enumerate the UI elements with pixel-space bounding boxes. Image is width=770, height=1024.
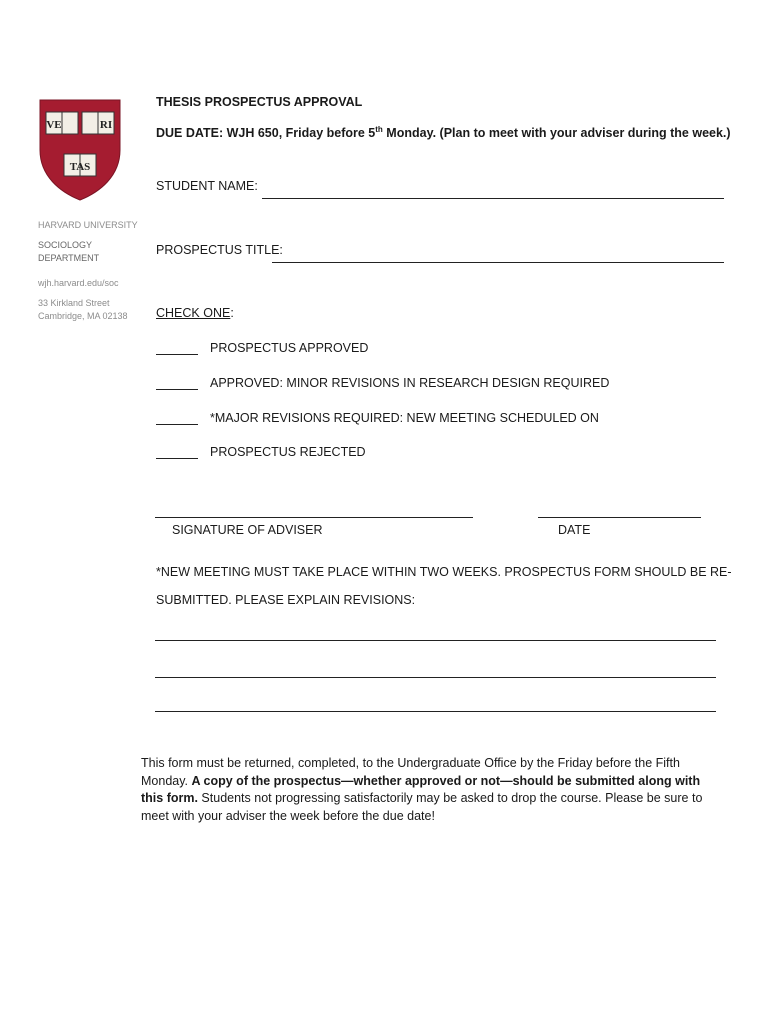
date-field[interactable] [538,517,701,518]
department-line-1: SOCIOLOGY [38,240,93,250]
revisions-line-1[interactable] [155,640,716,641]
address-line-1: 33 Kirkland Street [38,298,110,308]
instructions-part-1: This form must be returned, completed, to the Undergraduate Office by the Friday before the Fifth Monday. [141,756,680,788]
option-blank-rejected[interactable] [156,458,198,459]
form-title: THESIS PROSPECTUS APPROVAL [156,95,363,109]
address-line-2: Cambridge, MA 02138 [38,311,128,321]
crest-letters-1: VE [46,119,62,131]
instructions-part-3: Students not progressing satisfactorily may be asked to drop the course. Please be sure to meet with your adviser the week before the due date! [141,791,703,823]
check-one-label: CHECK ONE [156,306,231,320]
date-label: DATE [558,523,591,537]
university-name: HARVARD UNIVERSITY [38,220,138,230]
prospectus-title-field[interactable] [272,262,724,263]
option-blank-major-revisions[interactable] [156,424,198,425]
due-date-sup: th [375,124,383,134]
signature-field[interactable] [155,517,473,518]
instructions-part-2: A copy of the prospectus—whether approved or not—should be submitted along with this form. [141,773,701,805]
option-blank-minor-revisions[interactable] [156,389,198,390]
option-blank-approved[interactable] [156,354,198,355]
crest-letters-2: RI [99,119,113,131]
revisions-line-2[interactable] [155,677,716,678]
due-date-prefix: DUE DATE: WJH 650, Friday before 5 [156,126,376,140]
crest-letters-3: TAS [69,161,91,173]
check-one-colon: : [230,306,234,320]
note-line-2: SUBMITTED. PLEASE EXPLAIN REVISIONS: [156,593,416,607]
department-website: wjh.harvard.edu/soc [38,278,119,288]
prospectus-title-label: PROSPECTUS TITLE: [156,243,283,257]
instructions-paragraph [141,755,716,825]
shield-icon [38,98,122,202]
note-line-1: *NEW MEETING MUST TAKE PLACE WITHIN TWO WEEKS. PROSPECTUS FORM SHOULD BE RE- [156,565,732,579]
option-approved: PROSPECTUS APPROVED [210,341,369,355]
check-one-heading [156,306,234,320]
student-name-label: STUDENT NAME: [156,179,258,193]
department-line-2: DEPARTMENT [38,253,100,263]
option-minor-revisions: APPROVED: MINOR REVISIONS IN RESEARCH DESIGN REQUIRED [210,376,610,390]
signature-label: SIGNATURE OF ADVISER [172,523,323,537]
revisions-line-3[interactable] [155,711,716,712]
option-major-revisions: *MAJOR REVISIONS REQUIRED: NEW MEETING SCHEDULED ON [210,411,599,425]
harvard-shield-logo [38,98,122,202]
due-date-suffix: Monday. (Plan to meet with your adviser during the week.) [382,126,731,140]
due-date [156,126,731,140]
option-rejected: PROSPECTUS REJECTED [210,445,366,459]
student-name-field[interactable] [262,198,724,199]
